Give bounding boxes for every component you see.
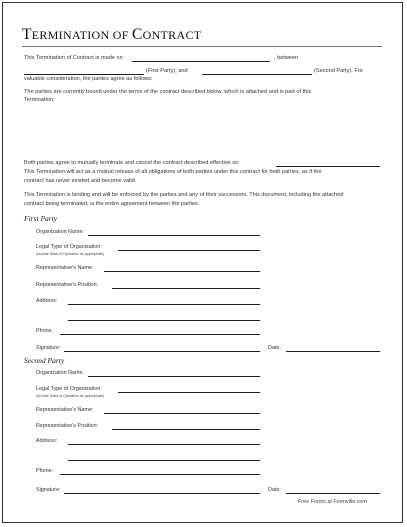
sp-address-line-2[interactable] [68, 460, 260, 461]
footer-credit: Free Forms at Formville.com [298, 499, 367, 505]
fp-legal-type-label: Legal Type of Organization: [36, 244, 102, 250]
title-initial-1: T [22, 26, 32, 43]
fp-phone-line[interactable] [60, 334, 260, 335]
title-initial-2: C [131, 26, 143, 43]
sp-rep-position-label: Representative's Position: [36, 423, 99, 429]
sp-legal-type-line[interactable] [118, 392, 260, 393]
fp-date-line[interactable] [286, 351, 380, 352]
second-party-name-line[interactable] [202, 74, 312, 75]
agree-line-3: contract has never existed and become valid. [24, 178, 137, 184]
fp-address-line-1[interactable] [68, 304, 260, 305]
binding-line-2: contract being terminated, is the entire agreement between the parties. [24, 201, 200, 207]
fp-signature-label: Signature: [36, 345, 61, 351]
intro-line-1b: , between [274, 55, 299, 61]
sp-address-label: Address: [36, 438, 58, 444]
fp-legal-note: (Include State of Operation as appropriate) [36, 252, 105, 256]
sp-signature-line[interactable] [64, 493, 260, 494]
title-part-1: ERMINATION OF [31, 28, 132, 42]
fp-org-name-label: Organization Name: [36, 229, 84, 235]
fp-rep-position-label: Representative's Position: [36, 282, 99, 288]
sp-date-line[interactable] [286, 493, 380, 494]
intro-line-5: Termination: [24, 97, 55, 103]
intro-line-4: The parties are currently bound under the terms of the contract described below, which is attached and is part of this [24, 89, 312, 95]
intro-line-1a: This Termination of Contract is made on [24, 55, 123, 61]
sp-phone-line[interactable] [60, 474, 260, 475]
fp-address-line-2[interactable] [68, 320, 260, 321]
title-part-2: ONTRACT [142, 28, 202, 42]
intro-line-2b: (Second Party). For [314, 68, 363, 74]
fp-rep-position-line[interactable] [112, 288, 260, 289]
intro-date-line[interactable] [132, 61, 270, 62]
fp-legal-type-line[interactable] [118, 250, 260, 251]
agree-line-1: Both parties agree to mutually terminate and cancel the contract described effective on [24, 160, 239, 166]
fp-address-label: Address: [36, 298, 58, 304]
fp-rep-name-line[interactable] [104, 271, 260, 272]
sp-org-name-line[interactable] [88, 376, 260, 377]
agree-line-2: This Termination will act as a mutual release of all obligations of both parties under this contract for both parties, as if the [24, 169, 322, 175]
fp-org-name-line[interactable] [88, 235, 260, 236]
effective-date-line[interactable] [276, 166, 380, 167]
sp-legal-note: (Include State of Operation as appropriate) [36, 394, 105, 398]
fp-signature-line[interactable] [64, 351, 260, 352]
second-party-heading: Second Party [24, 356, 65, 365]
sp-rep-position-line[interactable] [112, 429, 260, 430]
sp-rep-name-line[interactable] [104, 413, 260, 414]
fp-phone-label: Phone: [36, 328, 54, 334]
fp-date-label: Date: [268, 345, 281, 351]
sp-legal-type-label: Legal Type of Organization: [36, 386, 102, 392]
intro-line-2a: (First Party), and [146, 68, 188, 74]
sp-date-label: Date: [268, 487, 281, 493]
sp-org-name-label: Organization Name: [36, 370, 84, 376]
document-title [22, 26, 201, 44]
intro-line-3: valuable consideration, the parties agree as follows: [24, 76, 153, 82]
sp-address-line-1[interactable] [68, 444, 260, 445]
first-party-name-line[interactable] [24, 74, 144, 75]
fp-rep-name-label: Representative's Name: [36, 265, 94, 271]
sp-signature-label: Signature: [36, 487, 61, 493]
binding-line-1: This Termination is binding and will be enforced by the parties and any of their successors. This document, including the attached [24, 192, 344, 198]
sp-rep-name-label: Representative's Name: [36, 407, 94, 413]
title-rule [22, 46, 382, 47]
sp-phone-label: Phone: [36, 468, 54, 474]
first-party-heading: First Party [24, 214, 58, 223]
